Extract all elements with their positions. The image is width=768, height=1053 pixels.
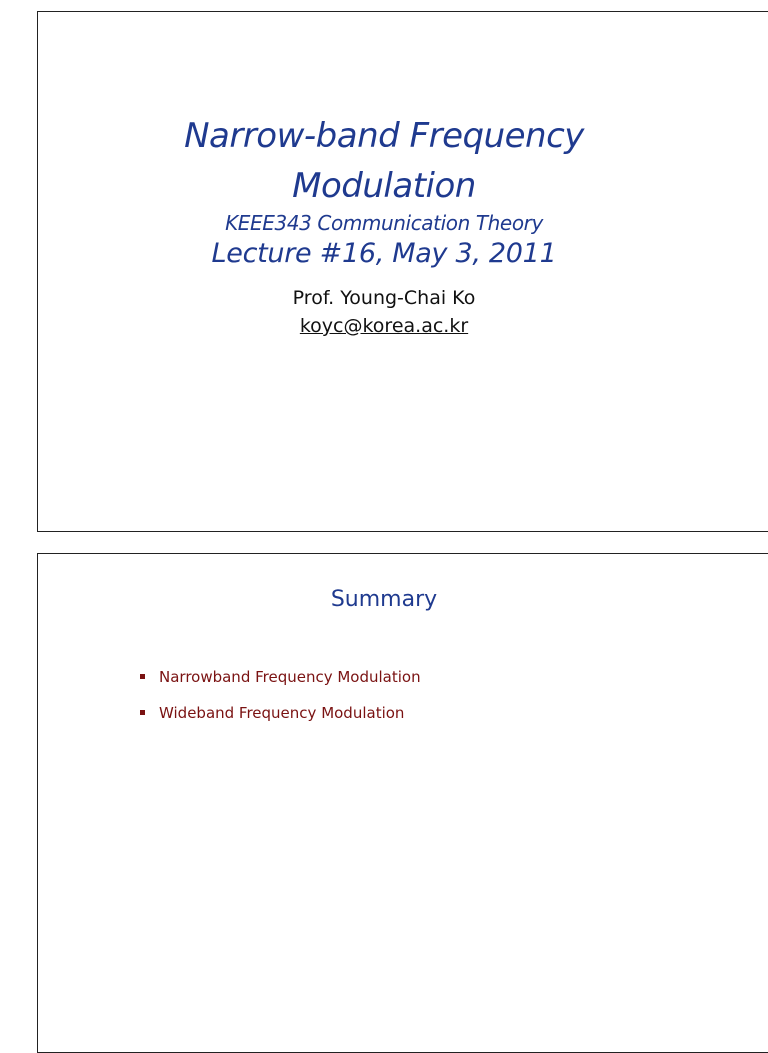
list-item: [138, 700, 421, 736]
list-item: [138, 664, 421, 700]
slide-title-line-2: Modulation: [292, 166, 476, 206]
summary-slide: [37, 553, 768, 1053]
summary-heading: Summary: [330, 587, 438, 612]
course-subtitle: KEEE343 Communication Theory: [225, 211, 543, 235]
list-item-label: Wideband Frequency Modulation: [159, 704, 405, 722]
slide-title-line-1: Narrow-band Frequency: [184, 116, 584, 156]
author-email-link[interactable]: koyc@korea.ac.kr: [299, 315, 469, 337]
lecture-date: Lecture #16, May 3, 2011: [211, 238, 557, 269]
square-bullet-icon: [140, 674, 145, 679]
summary-list: [138, 664, 421, 736]
square-bullet-icon: [140, 710, 145, 715]
title-slide: [37, 11, 768, 532]
list-item-label: Narrowband Frequency Modulation: [159, 668, 421, 686]
author-name: Prof. Young-Chai Ko: [292, 287, 476, 309]
